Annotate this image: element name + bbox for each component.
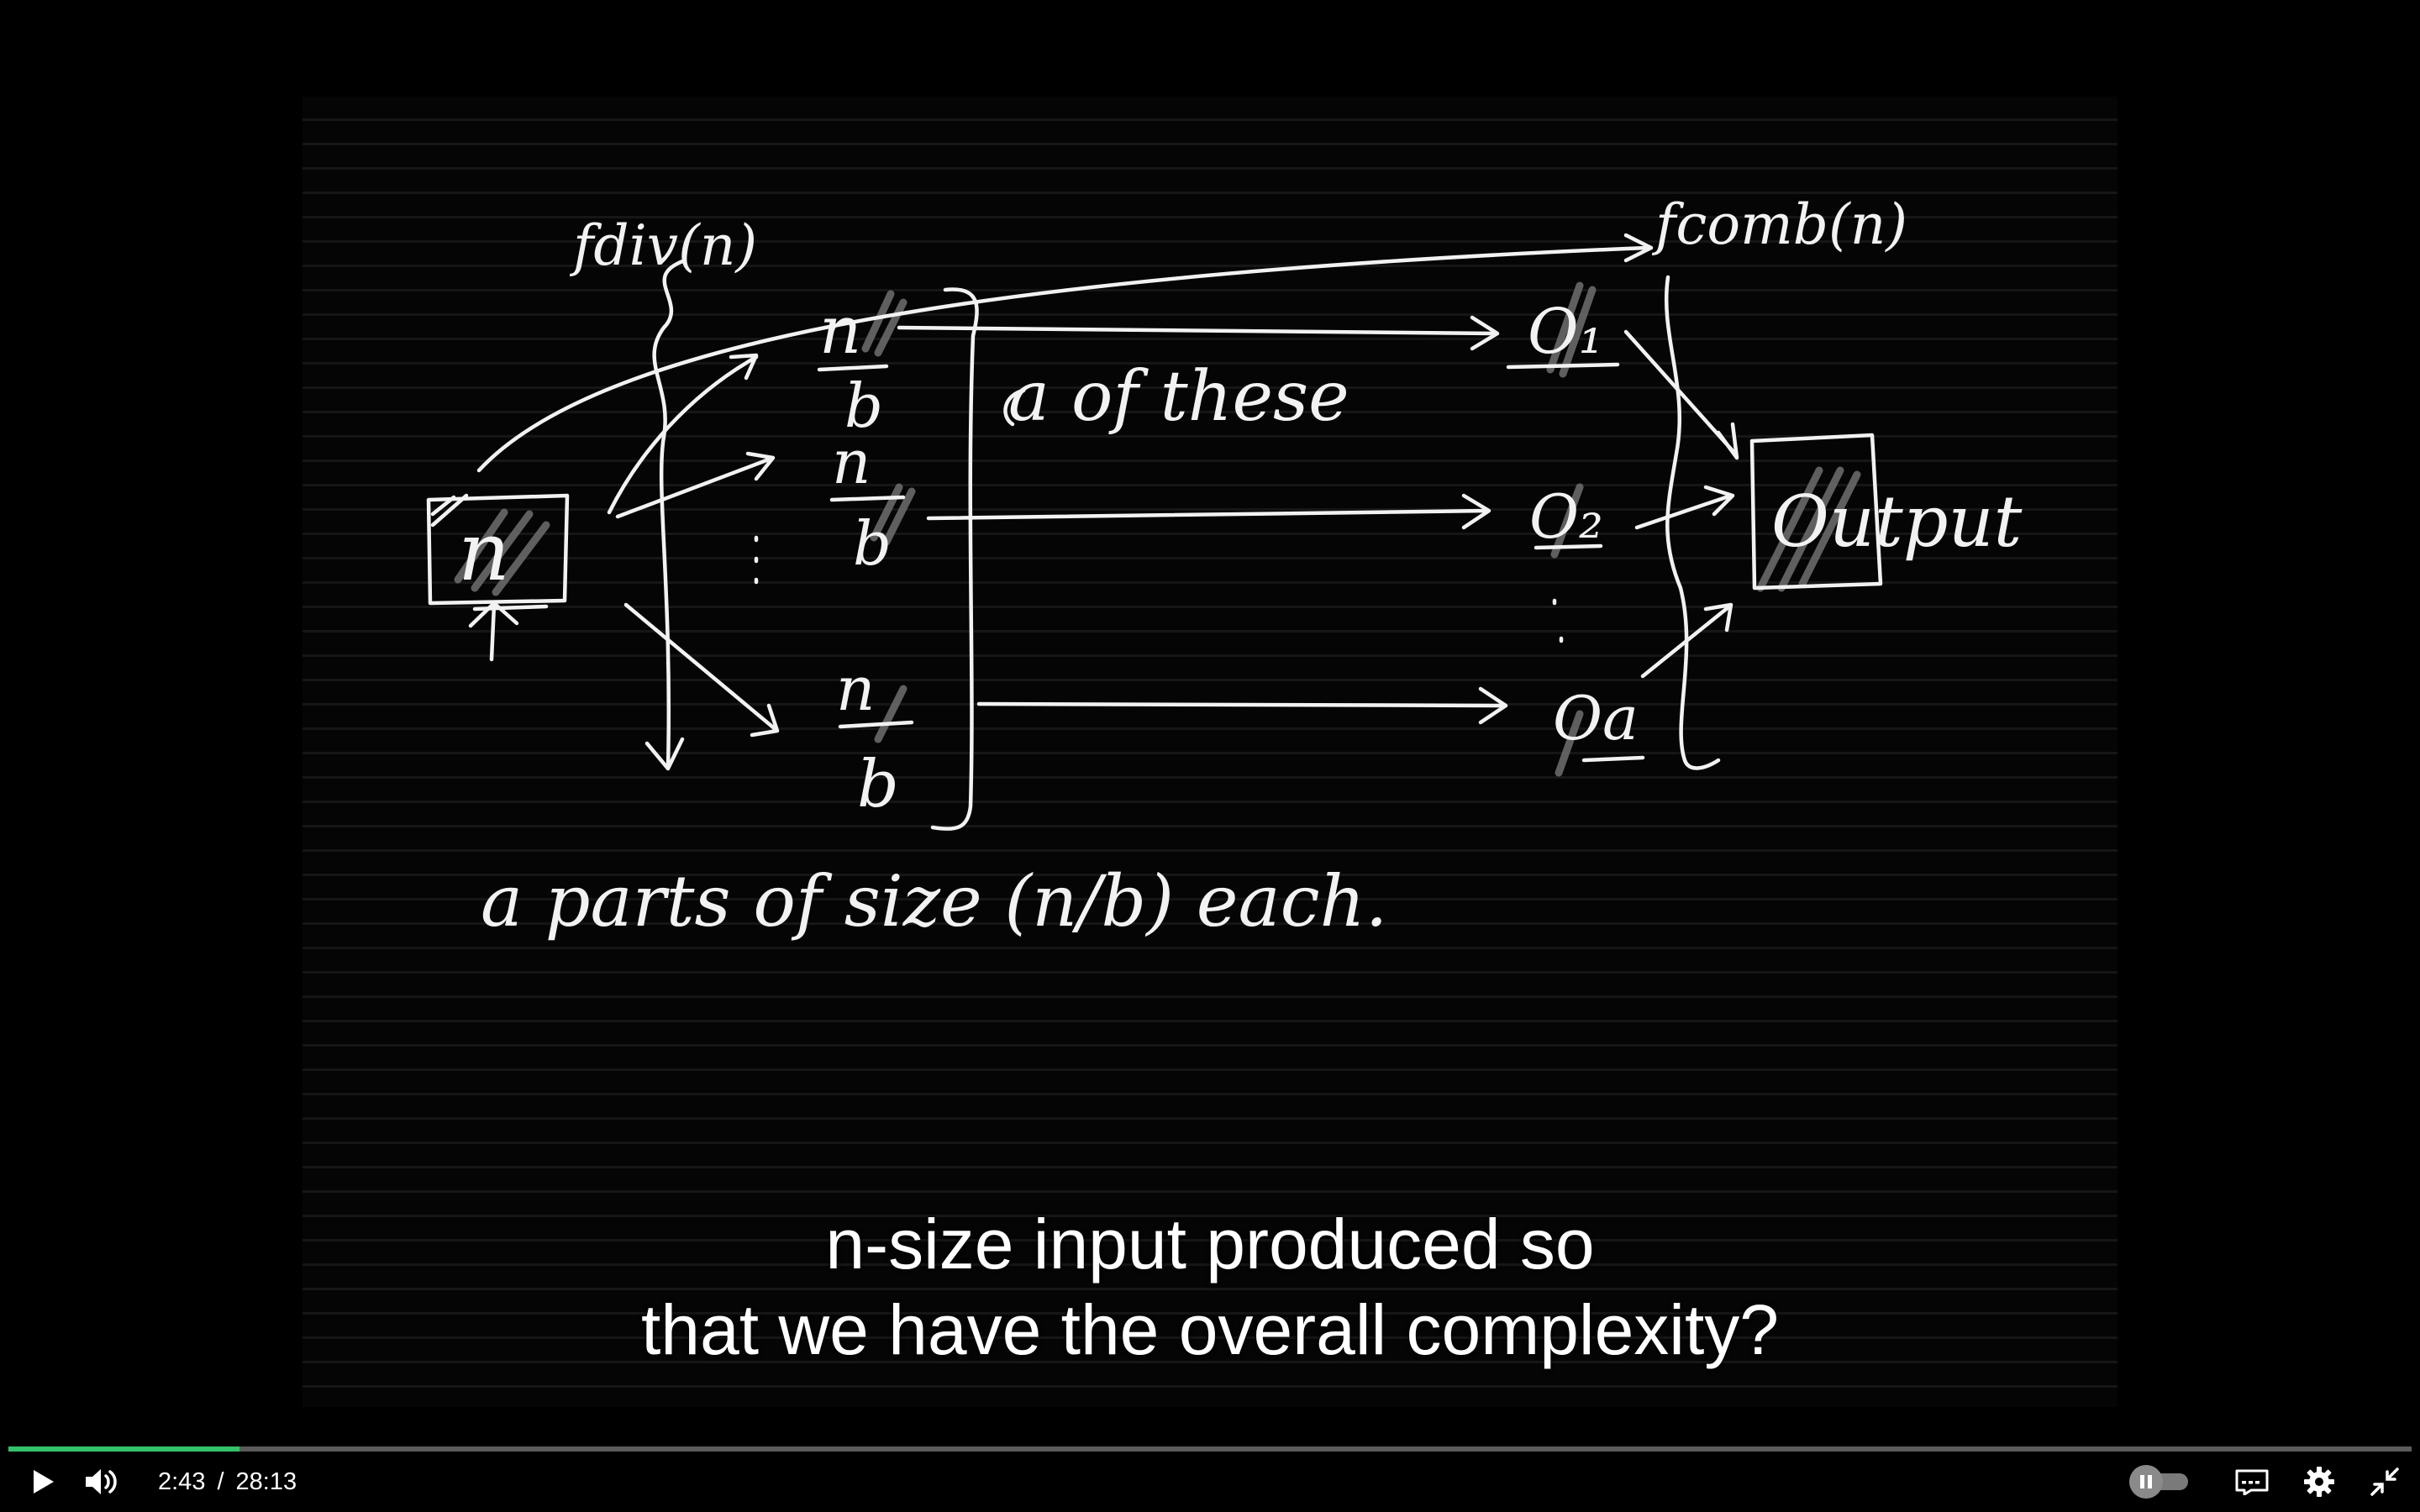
fcomb-brace xyxy=(1666,277,1718,768)
volume-button[interactable] xyxy=(81,1460,124,1504)
caption-line-2: that we have the overall complexity? xyxy=(640,1290,1780,1369)
fdiv-brace xyxy=(647,260,685,769)
fcomb-label: fcomb(n) xyxy=(1655,192,1907,257)
toggle-knob xyxy=(2129,1465,2163,1499)
duration: 28:13 xyxy=(235,1468,297,1495)
combine-arrow-mid xyxy=(1637,487,1733,528)
input-up-arrow xyxy=(471,603,517,659)
exit-fullscreen-button[interactable] xyxy=(2365,1460,2405,1504)
arrow-to-o2 xyxy=(929,496,1489,528)
frac-top-b: b xyxy=(844,370,884,441)
captions-button[interactable] xyxy=(2232,1460,2272,1504)
fdiv-label: fdiv(n) xyxy=(573,213,758,278)
captions-icon xyxy=(2234,1468,2270,1495)
frac-bar-mid xyxy=(832,497,903,500)
input-underline xyxy=(475,606,546,609)
volume-icon xyxy=(84,1467,121,1497)
frac-mid-n: n xyxy=(832,427,871,497)
arrow-to-o1 xyxy=(899,318,1497,349)
frac-top-n: n xyxy=(819,293,862,369)
time-display xyxy=(158,1463,297,1500)
arrow-to-oa xyxy=(979,689,1506,722)
split-arrow-bot xyxy=(626,605,777,735)
parts-note: a parts of size (n/b) each. xyxy=(481,860,1388,942)
frac-bot-n: n xyxy=(836,654,876,724)
play-icon xyxy=(31,1468,56,1495)
control-bar xyxy=(0,1452,2420,1512)
input-n: n xyxy=(458,505,510,599)
pause-toggle-icon xyxy=(2139,1473,2154,1490)
current-time: 2:43 xyxy=(158,1468,206,1495)
captions xyxy=(302,1201,2118,1373)
o1-label: O₁ xyxy=(1528,296,1604,368)
time-separator: / xyxy=(217,1468,224,1495)
exit-fullscreen-icon xyxy=(2370,1467,2400,1497)
play-button[interactable] xyxy=(24,1460,64,1504)
gear-icon xyxy=(2303,1466,2335,1498)
caption-line-1: n-size input produced so xyxy=(825,1205,1595,1284)
combine-arrow-top xyxy=(1626,332,1737,458)
autoplay-toggle[interactable] xyxy=(2129,1460,2207,1504)
parts-brace xyxy=(933,289,977,828)
oa-label: Oa xyxy=(1553,683,1639,753)
frac-bot-b: b xyxy=(857,747,899,822)
frac-mid-b: b xyxy=(853,508,892,579)
oa-underline xyxy=(1584,758,1643,760)
o2-label: O₂ xyxy=(1529,481,1603,552)
settings-button[interactable] xyxy=(2299,1460,2339,1504)
output-label: Output xyxy=(1771,480,2023,563)
output-dots xyxy=(1555,601,1561,641)
a-of-these-label: a of these xyxy=(1008,357,1349,437)
